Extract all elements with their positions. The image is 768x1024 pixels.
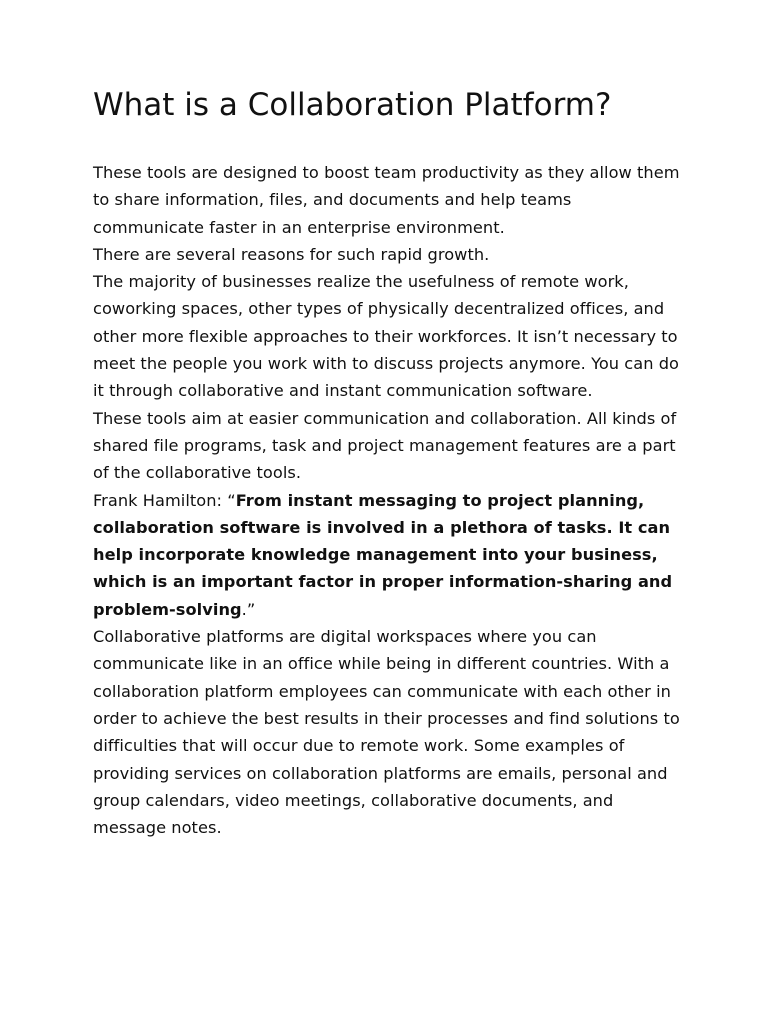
- paragraph-growth: There are several reasons for such rapid growth.: [93, 244, 490, 264]
- document-body: [93, 159, 683, 841]
- quote-text: From instant messaging to project planning, collaboration software is involved in a plethora of tasks. It can help incorporate knowledge management into your business, which is an important factor in proper information-sharing and problem-solving: [93, 490, 673, 619]
- paragraph-tools-aim: These tools aim at easier communication and collaboration. All kinds of shared file programs, task and project management features are a part of the collaborative tools.: [93, 408, 677, 483]
- document-title: What is a Collaboration Platform?: [93, 87, 612, 123]
- quote-paragraph: [93, 487, 683, 623]
- quote-end: .”: [241, 599, 256, 619]
- paragraph-closing: Collaborative platforms are digital workspaces where you can communicate like in an office while being in different countries. With a collaboration platform employees can communicate with each other in order to achieve the best results in their processes and find solutions to difficulties that will occur due to remote work. Some examples of providing services on collaboration platforms are emails, personal and group calendars, video meetings, collaborative documents, and message notes.: [93, 627, 680, 838]
- paragraph-intro: These tools are designed to boost team productivity as they allow them to share information, files, and documents and help teams communicate faster in an enterprise environment.: [93, 163, 680, 237]
- paragraph-remote-work: The majority of businesses realize the usefulness of remote work, coworking spaces, other types of physically decentralized offices, and other more flexible approaches to their workforces. It isn’t necessary to meet the people you work with to discuss projects anymore. You can do it through collaborative and instant communication software.: [93, 272, 680, 401]
- document-page: [93, 86, 683, 841]
- quote-attribution: Frank Hamilton: “: [93, 490, 236, 510]
